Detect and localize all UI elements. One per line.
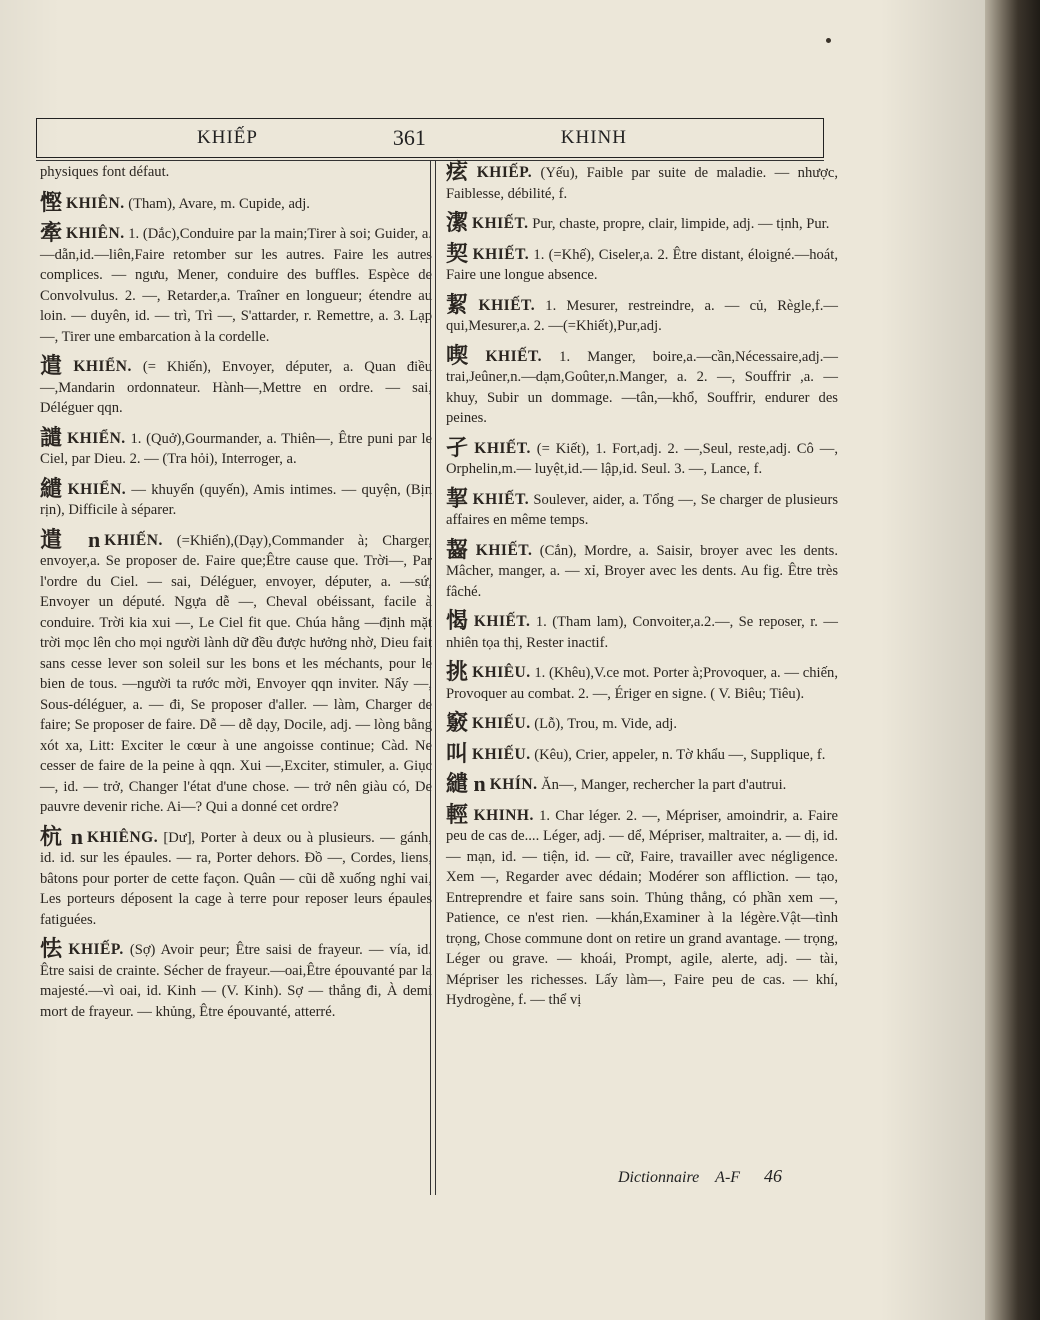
- entry-headword: KHIẾT.: [472, 490, 530, 508]
- entry-text: — khuyển (quyến), Amis intimes. — quyện, (Bịn rịn), Difficile à séparer.: [40, 481, 432, 518]
- entry-headword: KHIÊN.: [66, 194, 125, 212]
- header-right-word: KHINH: [560, 127, 627, 148]
- entry-text: Pur, chaste, propre, clair, limpide, adj. — tịnh, Pur.: [532, 216, 830, 232]
- footer-sheet-number: 46: [764, 1166, 783, 1186]
- column-divider: [430, 160, 436, 1195]
- entry-headword: KHIẾP.: [476, 164, 533, 181]
- entry-headword: KHIỂN.: [67, 429, 126, 447]
- dictionary-entry: [446, 801, 838, 1011]
- entry-character: 絜: [446, 291, 475, 317]
- entry-character: 齧: [446, 536, 472, 562]
- entry-character: 杭 n: [40, 823, 83, 849]
- entry-headword: KHINH.: [473, 806, 534, 824]
- entry-text: Ăn—, Manger, rechercher la part d'autrui.: [541, 777, 787, 793]
- dictionary-entry: [40, 220, 432, 347]
- entry-text: 1. (=Khế), Ciseler,a. 2. Être distant, éloigné.—hoát, Faire une longue absence.: [446, 246, 838, 283]
- dictionary-entry: [446, 771, 838, 796]
- entry-text: (= Khiến), Envoyer, députer, a. Quan điều—,Mandarin ordonnateur. Hành—,Mettre en ordre. — sai, Déléguer qqn.: [40, 359, 432, 416]
- entry-text: [Dư], Porter à deux ou à plusieurs. — gánh, id. id. sur les épaules. — ra, Porter dehors. Đồ —, Cordes, liens, bâtons pour porter de cette façon. Quân — cũi dễ xuống nghỉ vai, Les porteurs déposent la cage à terre pour reposer leurs épaules fatiguées.: [40, 829, 432, 928]
- dictionary-entry: [446, 608, 838, 653]
- entry-text: 1. (Quở),Gourmander, a. Thiên—, Être puni par le Ciel, par Dieu. 2. — (Tra hỏi), Interroger, a.: [40, 430, 432, 467]
- entry-headword: KHIẾT.: [478, 296, 536, 314]
- entry-text: 1. Mesurer, restreindre, a. — củ, Règle,f.—qui,Mesurer,a. 2. —(=Khiết),Pur,adj.: [446, 297, 838, 334]
- entry-text: (Cắn), Mordre, a. Saisir, broyer avec les dents. Mâcher, manger, a. — xỉ, Broyer avec les dents. Au fig. Être très fâché.: [446, 542, 838, 600]
- entry-text: (Tham), Avare, m. Cupide, adj.: [128, 195, 310, 212]
- dictionary-entry: [40, 162, 432, 183]
- dictionary-entry: [446, 485, 838, 531]
- entry-character: 叫: [446, 740, 469, 766]
- entry-headword: KHIẾT.: [475, 541, 533, 559]
- entry-character: 譴: [40, 424, 64, 450]
- entry-headword: KHIẾU.: [472, 715, 531, 732]
- dictionary-entry: [40, 475, 432, 521]
- page-footer: [618, 1166, 782, 1187]
- entry-text: physiques font défaut.: [40, 164, 170, 180]
- dictionary-entry: [446, 536, 838, 603]
- entry-character: 牽: [40, 220, 63, 245]
- dictionary-entry: [40, 353, 432, 419]
- entry-character: 挈: [446, 485, 469, 511]
- dictionary-entry: [40, 936, 432, 1022]
- entry-headword: KHIẾT.: [485, 347, 543, 365]
- entry-headword: KHIẾT.: [474, 439, 531, 457]
- dictionary-entry: [446, 710, 838, 735]
- entry-text: 1. (Tham lam), Convoiter,a.2.—, Se reposer, r. — nhiên tọa thị, Rester inactif.: [446, 614, 838, 651]
- entry-character: 遣: [40, 353, 70, 378]
- entry-character: 孑: [446, 434, 471, 460]
- dictionary-entry: [40, 526, 432, 818]
- entry-headword: KHIÊN.: [66, 225, 125, 242]
- entry-text: (= Kiết), 1. Fort,adj. 2. —,Seul, reste,adj. Cô —, Orphelin,m.— luyệt,id.— lập,id. Seul. 3. —, Lance, f.: [446, 440, 838, 477]
- dictionary-entry: [40, 823, 432, 931]
- entry-character: 痃: [446, 159, 473, 184]
- dictionary-entry: [446, 740, 838, 766]
- entry-headword: KHIỂN.: [67, 480, 127, 498]
- entry-text: (=Khiển),(Dạy),Commander à; Charger, envoyer,a. Se proposer de. Faire que;Être cause que. Trời—, Par l'ordre du Ciel. — sai, Déléguer, envoyer, députer, a. —sứ, Envoyer un député. Ngựa dễ —, Cheval obéissant, facile à conduire. Trời kia xui —, Le Ciel fit que. Chúa hằng —định mặt trời mọc lên cho mọi người lành dữ đều được hưởng nhờ, Dieu fait sans cesse lever son soleil sur les bons et les méchants, pour le bien de tous. —người ta rước mời, Envoyer qqn inviter. Nẩy —, Sous-déléguer, a. — đi, Se proposer d'aller. — làm, Charger de faire; Se proposer de faire. Dễ — dễ dạy, Docile, adj. — lòng bằng xót xa, Litt: Exciter le cœur à une angoisse continue; Càd. Ne cesser de faire de la peine à qqn. Xui —,Exciter, stimuler, a. Giục —, id. — trở, Changer l'état d'une chose. — trở nên giàu có, De pauvre devenir riche. Ai—? Qui a donné cet ordre?: [40, 532, 432, 815]
- ink-speck: [826, 38, 831, 43]
- dictionary-entry: [40, 189, 432, 215]
- dictionary-entry: [446, 210, 838, 235]
- entry-headword: KHIẾT.: [472, 215, 529, 232]
- dictionary-entry: [446, 159, 838, 204]
- dictionary-entry: [446, 434, 838, 480]
- dictionary-entry: [446, 291, 838, 337]
- footer-signature: A-F: [715, 1169, 741, 1186]
- entry-character: 繾: [40, 475, 64, 501]
- dictionary-entry: [446, 342, 838, 429]
- entry-text: (Yếu), Faible par suite de maladie. — nhược, Faiblesse, débilité, f.: [446, 165, 838, 202]
- running-header: [36, 118, 824, 158]
- entry-text: (Sợ) Avoir peur; Être saisi de frayeur. — vía, id. Être saisi de crainte. Sécher de frayeur.—oai,Être épouvanté par la majesté.—vì oai, id. Kinh — (V. Kinh). Sợ — thắng đi, À demi mort de frayeur. — khủng, Être épouvanté, atterré.: [40, 942, 432, 1020]
- entry-character: 契: [446, 240, 469, 266]
- entry-character: 挑: [446, 659, 469, 684]
- entry-character: 繾 n: [446, 771, 486, 796]
- entry-headword: KHIẾU.: [472, 745, 531, 763]
- entry-text: Soulever, aider, a. Tổng —, Se charger de plusieurs affaires en même temps.: [446, 491, 838, 528]
- entry-headword: KHIẾT.: [472, 245, 530, 263]
- header-left-word: KHIẾP: [197, 127, 258, 148]
- right-column: [446, 159, 838, 1020]
- page-number: 361: [392, 125, 426, 150]
- entry-headword: KHIẾN.: [104, 531, 163, 549]
- left-column: [40, 162, 432, 1031]
- book-edge: [985, 0, 1040, 1320]
- dictionary-entry: [40, 424, 432, 470]
- entry-character: 遣 n: [40, 526, 101, 552]
- entry-text: 1. (Khêu),V.ce mot. Porter à;Provoquer, a. — chiến, Provoquer au combat. 2. —, Ériger en signe. ( V. Biêu; Tiêu).: [446, 665, 838, 702]
- entry-headword: KHIẾT.: [473, 613, 531, 630]
- entry-text: 1. Char léger. 2. —, Mépriser, amoindrir, a. Faire peu de cas de.... Léger, adj. — dể, Mépriser, maltraiter, a. — dị, id. — mạn, id. — tiện, id. — cữ, Faire, travailler avec négligence. Xem —, Regarder avec dédain; Modérer son affliction. — tạo, Entreprendre et faire sans soin. Thủng thẳng, có phần xem —, Patience, ce n'est rien. —khán,Examiner à la légère.Vật—tình trọng, Chose commune dont on retire un grand avantage. — trọng, Léger ou grave. — khoái, Prompt, agile, alerte, adj. — tài, Mépriser les richesses. Lấy làm—, Faire peu de cas. — khí, Hydrogène, f. — thể vị: [446, 807, 838, 1008]
- entry-text: 1. (Dắc),Conduire par la main;Tirer à soi; Guider, a. —dẵn,id.—liên,Faire retomber sur les autres. Faire les autres complices. — ngưu, Mener, conduire des buffles. Espèce de Convolvulus. 2. —, Retarder,a. Traîner en longueur; étendre au loin. — duyên, id. — trì, Trì —, S'attarder, r. Remettre, a. 3. Lạp —, Tirer une embarcation à la cordelle.: [40, 226, 432, 345]
- entry-character: 輕: [446, 801, 470, 827]
- entry-character: 怯: [40, 936, 65, 961]
- entry-headword: KHIÊU.: [472, 664, 531, 681]
- dictionary-entry: [446, 659, 838, 704]
- entry-character: 潔: [446, 210, 469, 235]
- entry-text: 1. Manger, boire,a.—cần,Nécessaire,adj.—trai,Jeûner,n.—dạm,Goûter,n.Manger, a. 2. —, Souffrir ,a. — khuy, Subir un dommage. —tân,—khổ, Souffrir, endurer des peines.: [446, 348, 838, 426]
- dictionary-entry: [446, 240, 838, 286]
- entry-headword: KHÍN.: [489, 776, 538, 793]
- entry-character: 竅: [446, 710, 469, 735]
- entry-character: 慳: [40, 189, 63, 215]
- entry-character: 喫: [446, 342, 482, 368]
- footer-word: Dictionnaire: [618, 1169, 700, 1186]
- entry-text: (Lỗ), Trou, m. Vide, adj.: [534, 716, 678, 732]
- entry-headword: KHIỂN.: [73, 358, 132, 375]
- entry-headword: KHIÊNG.: [87, 828, 159, 846]
- entry-headword: KHIẾP.: [68, 941, 124, 958]
- entry-character: 愒: [446, 608, 470, 633]
- entry-text: (Kêu), Crier, appeler, n. Tờ khẩu —, Supplique, f.: [534, 746, 826, 763]
